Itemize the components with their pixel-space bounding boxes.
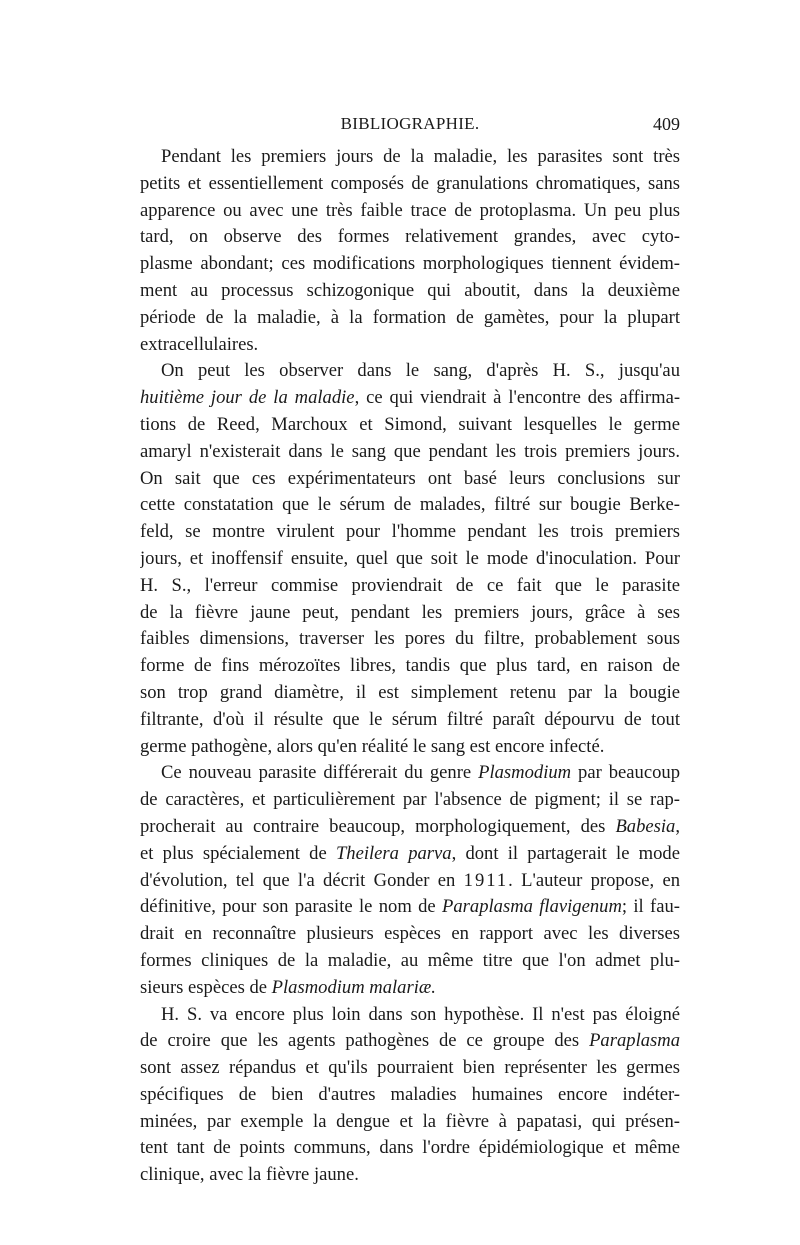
text-line: clinique, avec la fièvre jaune. — [140, 1164, 359, 1186]
text-line: spécifiques de bien d'autres maladies humaines encore indéter- — [140, 1083, 680, 1105]
text-line: On peut les observer dans le sang, d'après H. S., jusqu'au — [161, 360, 680, 382]
text-line: tions de Reed, Marchoux et Simond, suivant lesquelles le germe — [140, 413, 680, 435]
text-line: On sait que ces expérimentateurs ont basé leurs conclusions sur — [140, 467, 680, 489]
text-line: et plus spécialement de Theilera parva, dont il partagerait le mode — [140, 842, 680, 864]
text-line: d'évolution, tel que l'a décrit Gonder en 1911. L'auteur propose, en — [140, 869, 680, 891]
text-line: tent tant de points communs, dans l'ordre épidémiologique et même — [140, 1137, 680, 1159]
italic-phrase: huitième jour de la maladie — [140, 387, 355, 409]
text-line: H. S., l'erreur commise proviendrait de ce fait que le parasite — [140, 574, 680, 596]
text-line: sont assez répandus et qu'ils pourraient bien représenter les germes — [140, 1057, 680, 1079]
text-line: jours, et inoffensif ensuite, quel que soit le mode d'inoculation. Pour — [140, 547, 680, 569]
text-line: définitive, pour son parasite le nom de Paraplasma flavigenum; il fau- — [140, 896, 680, 918]
italic-phrase: Paraplasma — [589, 1030, 680, 1052]
text-line: petits et essentiellement composés de granulations chromatiques, sans — [140, 172, 680, 194]
text-line: plasme abondant; ces modifications morphologiques tiennent évidem- — [140, 253, 680, 275]
text-line: tard, on observe des formes relativement grandes, avec cyto- — [140, 226, 680, 248]
text-line: Ce nouveau parasite différerait du genre Plasmodium par beaucoup — [161, 762, 680, 784]
text-line: formes cliniques de la maladie, au même titre que l'on admet plu- — [140, 949, 680, 971]
text-line: ment au processus schizogonique qui aboutit, dans la deuxième — [140, 279, 680, 301]
page-number: 409 — [653, 114, 680, 134]
italic-phrase: Babesia — [615, 815, 676, 837]
year: 1911 — [463, 869, 509, 891]
text-line: de croire que les agents pathogènes de ce groupe des Paraplasma — [140, 1030, 680, 1052]
text-line: forme de fins mérozoïtes libres, tandis que plus tard, en raison de — [140, 655, 680, 677]
text-line: apparence ou avec une très faible trace de protoplasma. Un peu plus — [140, 199, 680, 221]
text-line: H. S. va encore plus loin dans son hypothèse. Il n'est pas éloigné — [161, 1003, 680, 1025]
text-line: faibles dimensions, traverser les pores du filtre, probablement sous — [140, 628, 680, 650]
text-line: huitième jour de la maladie, ce qui viendrait à l'encontre des affirma- — [140, 387, 680, 409]
text-line: minées, par exemple la dengue et la fièvre à papatasi, qui présen- — [140, 1110, 680, 1132]
text-line: de caractères, et particulièrement par l'absence de pigment; il se rap- — [140, 789, 680, 811]
text-line: de la fièvre jaune peut, pendant les premiers jours, grâce à ses — [140, 601, 680, 623]
text-line: filtrante, d'où il résulte que le sérum filtré paraît dépourvu de tout — [140, 708, 680, 730]
text-line: cette constatation que le sérum de malades, filtré sur bougie Berke- — [140, 494, 680, 516]
text-line: sieurs espèces de Plasmodium malariæ. — [140, 976, 436, 998]
text-line: feld, se montre virulent pour l'homme pendant les trois premiers — [140, 521, 680, 543]
running-title: BIBLIOGRAPHIE. — [340, 114, 480, 133]
text-line: Pendant les premiers jours de la maladie, les parasites sont très — [161, 146, 680, 167]
italic-phrase: Theilera parva — [335, 842, 452, 864]
italic-phrase: Plasmodium malariæ. — [271, 976, 436, 998]
text-line: procherait au contraire beaucoup, morphologiquement, des Babesia, — [140, 815, 680, 837]
running-head — [140, 114, 680, 140]
text-line: extracellulaires. — [140, 333, 259, 355]
text-line: amaryl n'existerait dans le sang que pendant les trois premiers jours. — [140, 440, 680, 462]
text-line: germe pathogène, alors qu'en réalité le sang est encore infecté. — [140, 735, 605, 757]
italic-phrase: Paraplasma flavigenum — [442, 896, 622, 918]
text-line: son trop grand diamètre, il est simplement retenu par la bougie — [140, 681, 680, 703]
italic-phrase: Plasmodium — [478, 762, 572, 784]
body-text — [140, 144, 680, 1189]
text-line: période de la maladie, à la formation de gamètes, pour la plupart — [140, 306, 680, 328]
text-line: drait en reconnaître plusieurs espèces en rapport avec les diverses — [140, 923, 680, 945]
